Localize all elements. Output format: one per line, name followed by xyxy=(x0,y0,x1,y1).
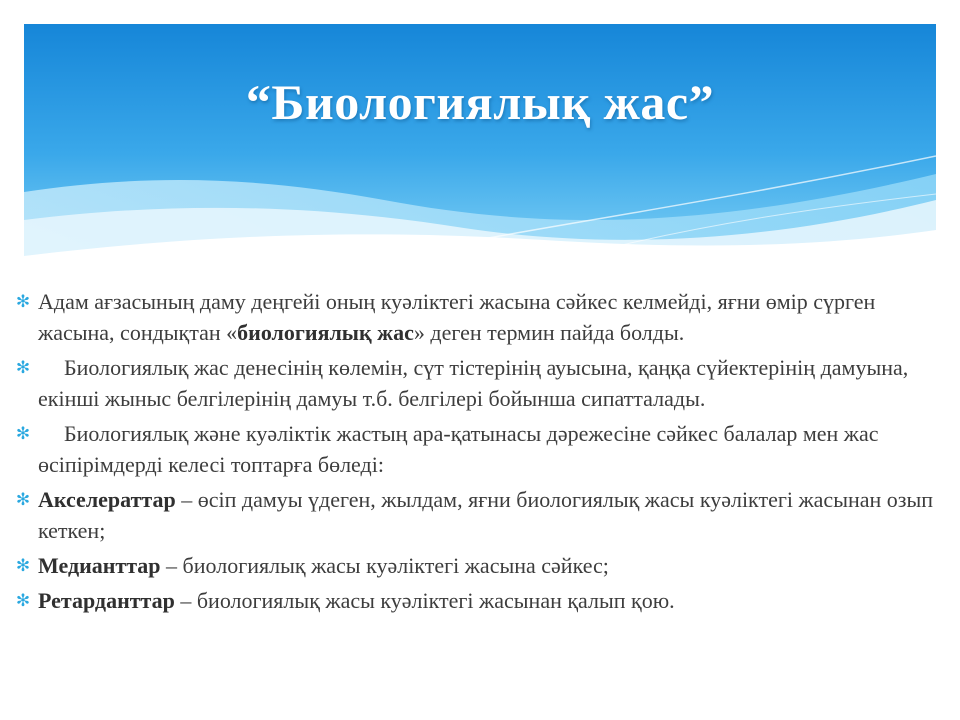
item-text: – өсіп дамуы үдеген, жылдам, яғни биологиялық жасы куәліктегі жасынан озып кеткен; xyxy=(38,487,934,543)
bullet-list xyxy=(14,286,944,620)
slide-title: “Биологиялық жас” xyxy=(245,74,715,130)
item-bold-text: Ретарданттар xyxy=(38,588,175,613)
asterisk-icon: ✻ xyxy=(15,490,31,509)
title-banner xyxy=(24,24,936,260)
item-text: Адам ағзасының даму деңгейі оның куәліктегі жасына сәйкес келмейді, яғни өмір сүрген жасына, сондықтан « xyxy=(38,289,876,345)
item-bold-text: Акселераттар xyxy=(38,487,176,512)
item-text: Биологиялық және куәліктік жастың ара-қатынасы дәрежесіне сәйкес балалар мен жас өсіпірімдерді келесі топтарға бөледі: xyxy=(38,421,879,477)
list-item xyxy=(14,418,944,480)
item-text: – биологиялық жасы куәліктегі жасына сәйкес; xyxy=(160,553,609,578)
asterisk-icon: ✻ xyxy=(15,358,31,377)
asterisk-icon: ✻ xyxy=(15,424,31,443)
item-text: » деген термин пайда болды. xyxy=(413,320,685,345)
list-item xyxy=(14,286,944,348)
item-bold-text: биологиялық жас xyxy=(237,320,414,345)
list-item xyxy=(14,550,944,581)
item-text: Биологиялық жас денесінің көлемін, сүт тістерінің ауысына, қаңқа сүйектерінің дамуына, екінші жыныс белгілерінің дамуы т.б. белгілері бойынша сипатталады. xyxy=(38,355,909,411)
item-bold-text: Медианттар xyxy=(38,553,161,578)
list-item xyxy=(14,352,944,414)
list-item xyxy=(14,585,944,616)
item-text: – биологиялық жасы куәліктегі жасынан қалып қою. xyxy=(174,588,675,613)
asterisk-icon: ✻ xyxy=(15,591,31,610)
asterisk-icon: ✻ xyxy=(15,556,31,575)
wave-background xyxy=(24,24,936,260)
list-item xyxy=(14,484,944,546)
asterisk-icon: ✻ xyxy=(15,292,31,311)
